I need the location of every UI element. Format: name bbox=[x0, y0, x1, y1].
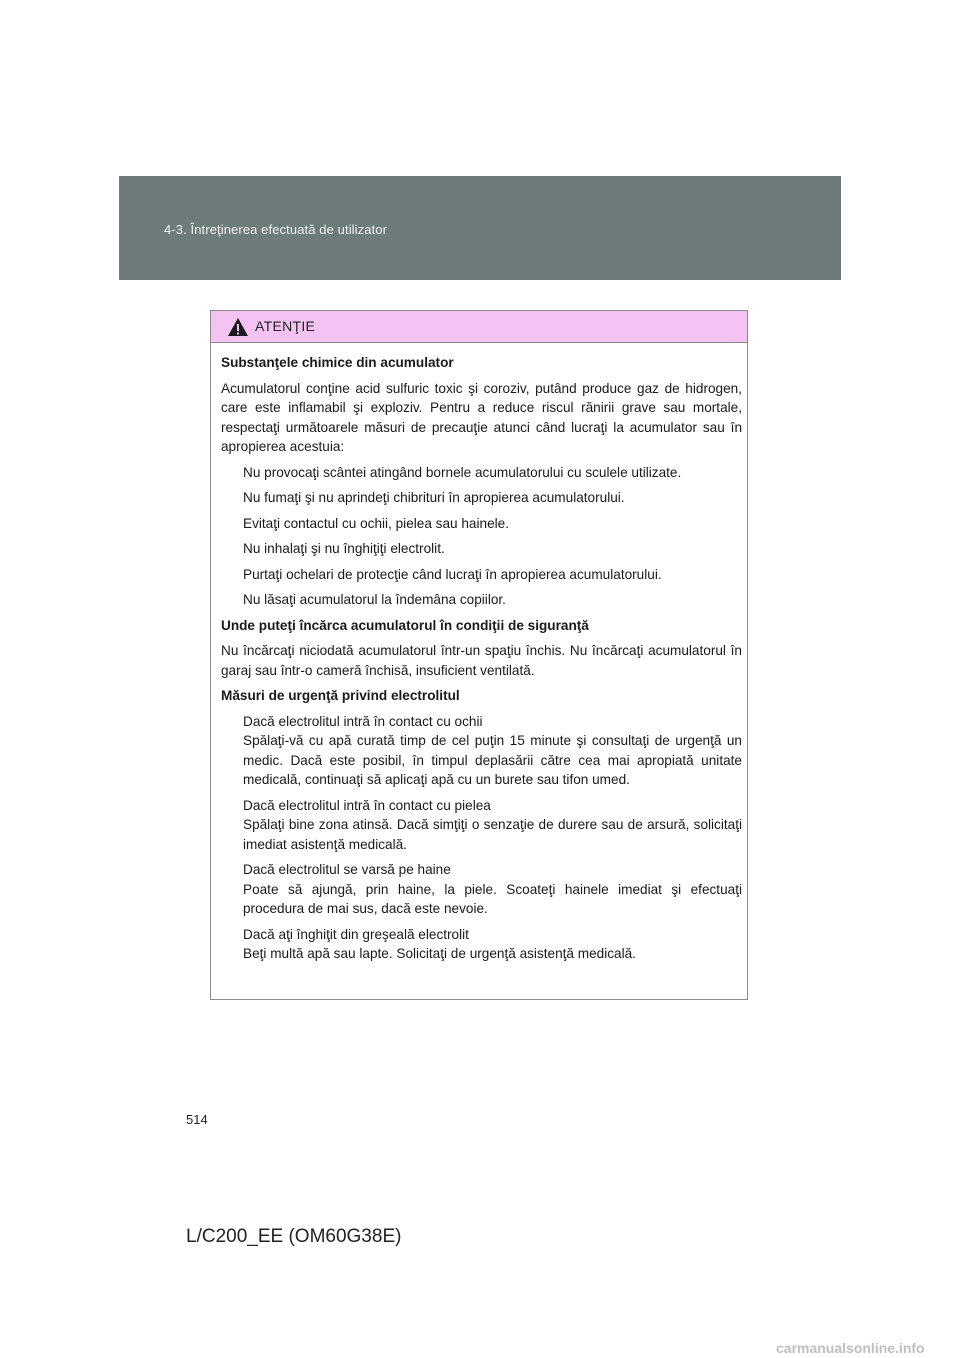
emergency-item bbox=[221, 712, 742, 790]
emergency-case: Dacă aţi înghiţit din greşeală electrolit bbox=[243, 926, 469, 942]
precaution-item: Evitaţi contactul cu ochii, pielea sau hainele. bbox=[243, 515, 509, 531]
emergency-heading: Măsuri de urgenţă privind electrolitul bbox=[221, 688, 460, 703]
document-code: L/C200_EE (OM60G38E) bbox=[186, 1226, 402, 1247]
emergency-action: Spălaţi bine zona atinsă. Dacă simţiţi o senzaţie de durere sau de arsură, solicitaţi imediat asistenţă medicală. bbox=[243, 817, 742, 852]
emergency-case: Dacă electrolitul se varsă pe haine bbox=[243, 862, 451, 877]
warning-label: ATENŢIE bbox=[255, 318, 316, 334]
emergency-item bbox=[221, 925, 742, 964]
emergency-case: Dacă electrolitul intră în contact cu pielea bbox=[243, 797, 491, 813]
section-header-band bbox=[119, 176, 841, 280]
precaution-item: Nu inhalaţi şi nu înghiţiţi electrolit. bbox=[243, 541, 445, 556]
emergency-action: Beţi multă apă sau lapte. Solicitaţi de urgenţă asistenţă medicală. bbox=[243, 946, 636, 961]
precaution-item: Nu lăsaţi acumulatorul la îndemâna copiilor. bbox=[243, 592, 506, 607]
precaution-item: Nu provocaţi scântei atingând bornele acumulatorului cu sculele utilizate. bbox=[243, 464, 682, 480]
charging-heading: Unde puteţi încărca acumulatorul în condiţii de siguranţă bbox=[221, 617, 589, 633]
page-number: 514 bbox=[186, 1112, 208, 1127]
warning-box bbox=[210, 310, 748, 1000]
precaution-item: Purtaţi ochelari de protecţie când lucraţi în apropierea acumulatorului. bbox=[243, 566, 662, 582]
emergency-action: Spălaţi-vă cu apă curată timp de cel puţin 15 minute şi consultaţi de urgenţă un medic. Dacă este posibil, în timpul deplasării către cea mai apropiată unitate medicală, continuaţi să aplicaţi apă cu un burete sau tifon umed. bbox=[243, 733, 742, 787]
warning-triangle-icon bbox=[227, 317, 249, 337]
warning-header bbox=[211, 311, 747, 343]
section-title: 4-3. Întreţinerea efectuată de utilizator bbox=[164, 222, 388, 237]
watermark: carmanualsonline.info bbox=[776, 1340, 925, 1356]
charging-text: Nu încărcaţi niciodată acumulatorul într-un spaţiu închis. Nu încărcaţi acumulatorul în garaj sau într-o cameră închisă, insuficient ventilată. bbox=[221, 643, 742, 678]
emergency-action: Poate să ajungă, prin haine, la piele. Scoateţi hainele imediat şi efectuaţi procedura de mai sus, dacă este nevoie. bbox=[243, 881, 742, 916]
chemicals-intro: Acumulatorul conţine acid sulfuric toxic şi coroziv, putând produce gaz de hidrogen, care este inflamabil şi exploziv. Pentru a reduce riscul rănirii grave sau mortale, respectaţi următoarele măsuri de precauţie atunci când lucraţi la acumulator sau în apropierea acestuia: bbox=[221, 380, 742, 454]
warning-body bbox=[211, 343, 747, 964]
chemicals-heading: Substanţele chimice din acumulator bbox=[221, 355, 454, 370]
emergency-case: Dacă electrolitul intră în contact cu ochii bbox=[243, 713, 483, 729]
emergency-item bbox=[221, 796, 742, 855]
precaution-item: Nu fumaţi şi nu aprindeţi chibrituri în apropierea acumulatorului. bbox=[243, 490, 625, 505]
emergency-item bbox=[221, 860, 742, 919]
